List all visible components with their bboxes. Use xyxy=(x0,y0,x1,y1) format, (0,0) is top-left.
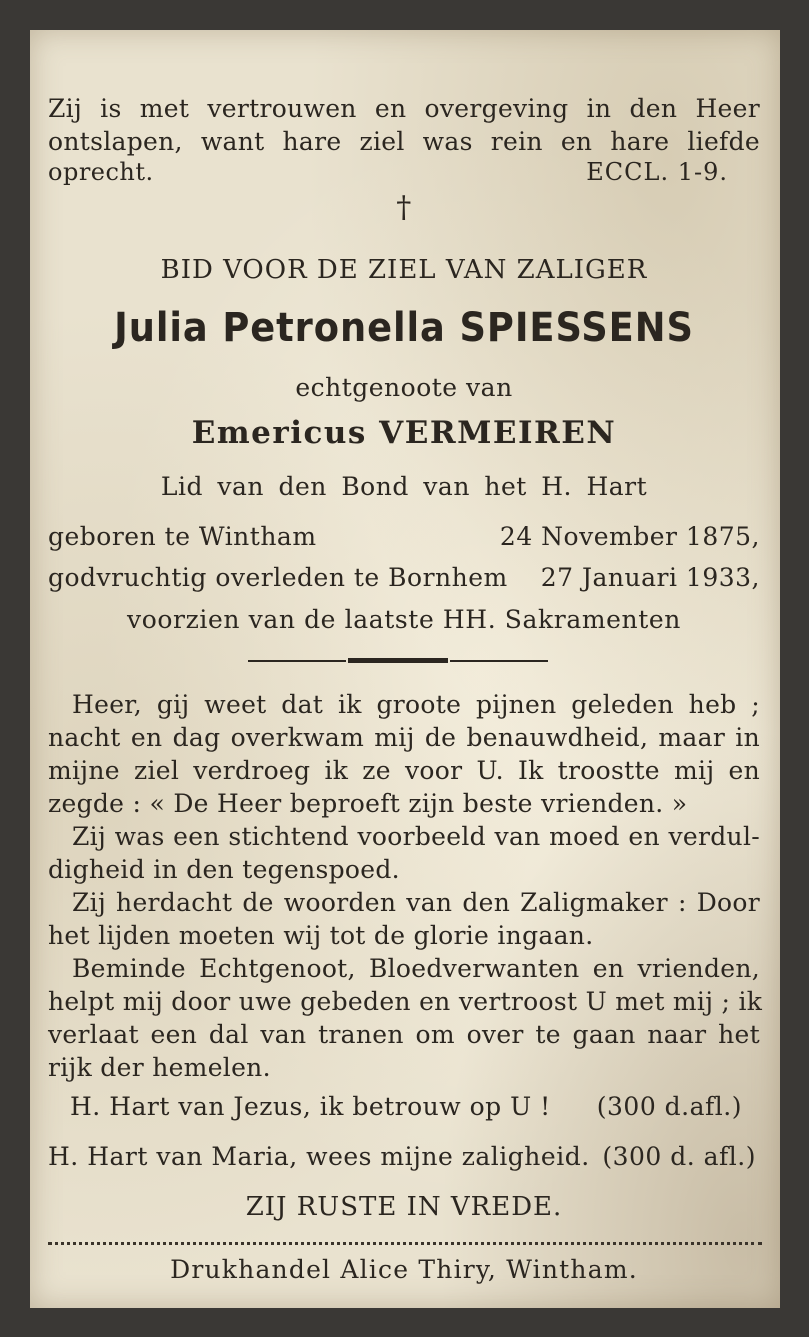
verse-line-2: ontslapen, want hare ziel was rein en hare liefde xyxy=(48,127,760,156)
paragraph-savior xyxy=(48,886,760,952)
printer-credit: Drukhandel Alice Thiry, Wintham. xyxy=(170,1255,638,1284)
text-line: Heer, gij weet dat ik groote pijnen geleden heb ; xyxy=(72,690,760,719)
membership-line: Lid van den Bond van het H. Hart xyxy=(160,472,648,501)
prayer-intro: BID VOOR DE ZIEL VAN ZALIGER xyxy=(160,255,648,285)
death-line xyxy=(48,563,760,592)
birth-label: geboren te Wintham xyxy=(48,522,317,551)
text-line: helpt mij door uwe gebeden en vertroost U met mij ; ik xyxy=(48,987,763,1016)
memorial-card xyxy=(30,30,780,1308)
paragraph-suffering xyxy=(48,688,760,820)
prayer-sacred-heart-jesus xyxy=(48,1092,742,1121)
birth-date: 24 November 1875, xyxy=(499,522,760,551)
sacraments-line: voorzien van de laatste HH. Sakramenten xyxy=(127,605,681,634)
cross-icon: † xyxy=(396,190,412,225)
indulgence-note: (300 d.afl.) xyxy=(596,1092,742,1121)
death-date: 27 Januari 1933, xyxy=(540,563,760,592)
text-line: Zij was een stichtend voorbeeld van moed en verdul- xyxy=(72,822,760,851)
text-line: Zij herdacht de woorden van den Zaligmaker : Door xyxy=(72,888,760,917)
verse-line-3: oprecht. xyxy=(48,158,154,186)
verse-reference: ECCL. 1-9. xyxy=(586,158,728,186)
death-label: godvruchtig overleden te Bornhem xyxy=(48,563,508,592)
text-line: zegde : « De Heer beproeft zijn beste vrienden. » xyxy=(48,789,688,818)
rest-in-peace: ZIJ RUSTE IN VREDE. xyxy=(245,1192,563,1222)
text-line: nacht en dag overkwam mij de benauwdheid, maar in xyxy=(48,723,760,752)
deceased-name: Julia Petronella SPIESSENS xyxy=(114,305,694,351)
prayer-text: H. Hart van Maria, wees mijne zaligheid. xyxy=(48,1142,590,1171)
ornamental-divider xyxy=(248,658,548,664)
spouse-name: Emericus VERMEIREN xyxy=(191,415,617,451)
prayer-text: H. Hart van Jezus, ik betrouw op U ! xyxy=(70,1092,551,1121)
verse-line-1: Zij is met vertrouwen en overgeving in den Heer xyxy=(48,94,760,123)
text-line: mijne ziel verdroeg ik ze voor U. Ik troostte mij en xyxy=(48,756,760,785)
prayer-sacred-heart-mary xyxy=(48,1142,756,1171)
paragraph-example xyxy=(48,820,760,886)
paragraph-farewell xyxy=(48,952,763,1084)
text-line: Beminde Echtgenoot, Bloedverwanten en vrienden, xyxy=(72,954,760,983)
indulgence-note: (300 d. afl.) xyxy=(602,1142,756,1171)
text-line: digheid in den tegenspoed. xyxy=(48,855,400,884)
spouse-intro: echtgenoote van xyxy=(295,373,513,402)
bible-verse xyxy=(48,92,760,158)
birth-line xyxy=(48,522,760,551)
text-line: rijk der hemelen. xyxy=(48,1053,271,1082)
dotted-divider xyxy=(48,1242,762,1248)
text-line: het lijden moeten wij tot de glorie ingaan. xyxy=(48,921,594,950)
text-line: verlaat een dal van tranen om over te gaan naar het xyxy=(48,1020,760,1049)
